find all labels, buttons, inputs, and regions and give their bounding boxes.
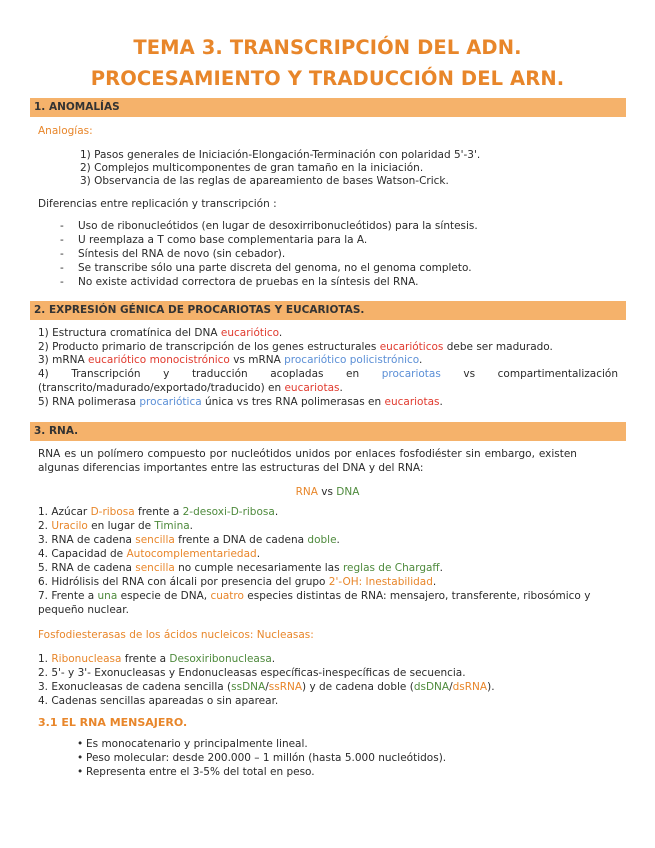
diff-3: [38, 533, 340, 547]
text: 1. Azúcar: [38, 506, 91, 518]
text: .: [274, 506, 279, 518]
diferencia-3: Síntesis del RNA de novo (sin cebador).: [78, 248, 286, 260]
dash-4: -: [60, 262, 64, 274]
text: (transcrito/madurado/exportado/traducido) en: [38, 382, 285, 394]
bullet-3: •: [77, 766, 84, 778]
rna-term: Ribonucleasa: [51, 653, 122, 665]
analogia-3: 3) Observancia de las reglas de apareamiento de bases Watson-Crick.: [80, 175, 449, 187]
diff-5: [38, 561, 443, 575]
text: .: [278, 327, 283, 339]
text: debe ser madurado.: [443, 341, 553, 353]
section-3-heading: 3. RNA.: [30, 422, 626, 441]
rna-term: Uracilo: [51, 520, 88, 532]
diferencia-2: U reemplaza a T como base complementaria para la A.: [78, 234, 368, 246]
dna-term: ssDNA: [231, 681, 266, 693]
text: .: [439, 396, 443, 408]
nuclease-3: [38, 680, 495, 694]
text: frente a DNA de cadena: [174, 534, 308, 546]
eucarioticos-term: eucarióticos: [379, 341, 444, 353]
text: 5) RNA polimerasa: [38, 396, 140, 408]
rna-term: dsRNA: [452, 681, 488, 693]
text: 3. Exonucleasas de cadena sencilla (: [38, 681, 232, 693]
text: 1) Estructura cromatínica del DNA: [38, 327, 221, 339]
text: 1.: [38, 653, 52, 665]
mrna-point-3: Representa entre el 3-5% del total en peso.: [86, 766, 315, 778]
word: acopladas: [270, 368, 324, 380]
diferencias-label: Diferencias entre replicación y transcripción :: [38, 198, 277, 210]
analogia-1: 1) Pasos generales de Iniciación-Elongación-Terminación con polaridad 5'-3'.: [80, 149, 481, 161]
diferencia-4: Se transcribe sólo una parte discreta del genoma, no el genoma completo.: [78, 262, 472, 274]
fosfodiesterasas-label: Fosfodiesterasas de los ácidos nucleicos: Nucleasas:: [38, 629, 314, 641]
nuclease-1: [38, 652, 275, 666]
text: especies distintas de RNA: mensajero, transferente, ribosómico y: [243, 590, 591, 602]
dash-5: -: [60, 276, 64, 288]
text: /: [449, 681, 453, 693]
dna-term: una: [97, 590, 118, 602]
nuclease-2: 2. 5'- y 3'- Exonucleasas y Endonucleasas específicas-inespecíficas de secuencia.: [38, 667, 466, 679]
text: ) y de cadena doble (: [302, 681, 414, 693]
procariotas-term: procariotas: [381, 368, 441, 380]
diff-6: [38, 575, 436, 589]
expresion-line-4b: [38, 381, 343, 395]
rna-intro-line-2: algunas diferencias importantes entre las estructuras del DNA y del RNA:: [38, 462, 424, 474]
expresion-line-2: [38, 340, 553, 354]
rna-term: ssRNA: [268, 681, 303, 693]
mrna-point-1: Es monocatenario y principalmente lineal.: [86, 738, 308, 750]
text: ).: [487, 681, 495, 693]
text: 3. RNA de cadena: [38, 534, 136, 546]
rna-intro-line-1: [38, 447, 620, 461]
diff-4: [38, 547, 260, 561]
procariotico-term: procariótico policistrónico: [284, 354, 420, 366]
text: 5. RNA de cadena: [38, 562, 136, 574]
word: en: [346, 368, 360, 380]
text: frente a: [134, 506, 183, 518]
analogias-label: Analogías:: [38, 125, 93, 137]
word: traducción: [191, 368, 248, 380]
dna-term: reglas de Chargaff: [342, 562, 440, 574]
expresion-line-5: [38, 395, 443, 409]
procariotica-term: procariótica: [139, 396, 202, 408]
mrna-point-2: Peso molecular: desde 200.000 – 1 millón (hasta 5.000 nucleótidos).: [86, 752, 447, 764]
text: frente a: [121, 653, 170, 665]
expresion-line-4a: [38, 367, 618, 381]
word: 4): [38, 368, 49, 380]
dna-term: DNA: [336, 486, 360, 498]
text: .: [256, 548, 261, 560]
rna-vs-dna: [0, 485, 655, 499]
rna-term: sencilla: [135, 562, 175, 574]
section-2-heading: 2. EXPRESIÓN GÉNICA DE PROCARIOTAS Y EUCARIOTAS.: [30, 301, 626, 320]
bullet-1: •: [77, 738, 84, 750]
text: no cumple necesariamente las: [174, 562, 343, 574]
diferencia-5: No existe actividad correctora de pruebas en la síntesis del RNA.: [78, 276, 419, 288]
rna-term: sencilla: [135, 534, 175, 546]
dna-term: Timina: [154, 520, 190, 532]
nuclease-4: 4. Cadenas sencillas apareadas o sin aparear.: [38, 695, 279, 707]
text: 3) mRNA: [38, 354, 89, 366]
text: 2) Producto primario de transcripción de los genes estructurales: [38, 341, 380, 353]
diff-2: [38, 519, 193, 533]
dash-3: -: [60, 248, 64, 260]
eucariotico-term: eucariótico: [220, 327, 279, 339]
word: vs: [463, 368, 476, 380]
text: vs: [317, 486, 337, 498]
analogia-2: 2) Complejos multicomponentes de gran tamaño en la iniciación.: [80, 162, 424, 174]
text: única vs tres RNA polimerasas en: [201, 396, 385, 408]
text: en lugar de: [87, 520, 155, 532]
text: /: [265, 681, 269, 693]
text: 4. Capacidad de: [38, 548, 127, 560]
rna-term: RNA: [295, 486, 318, 498]
word: compartimentalización: [497, 368, 618, 380]
dna-term: 2-desoxi-D-ribosa: [182, 506, 275, 518]
text: vs mRNA: [229, 354, 285, 366]
word: Transcripción: [71, 368, 141, 380]
diferencia-1: Uso de ribonucleótidos (en lugar de desoxirribonucleótidos) para la síntesis.: [78, 220, 478, 232]
text: RNA es un polímero compuesto por nucleótidos unidos por enlaces fosfodiéster sin embargo, existen: [38, 448, 577, 460]
page-title-line2: PROCESAMIENTO Y TRADUCCIÓN DEL ARN.: [90, 67, 565, 90]
text: .: [419, 354, 423, 366]
rna-term: 2'-OH: Inestabilidad: [328, 576, 433, 588]
page-title-line1: TEMA 3. TRANSCRIPCIÓN DEL ADN.: [133, 36, 522, 59]
eucariotas-term: eucariotas: [284, 382, 340, 394]
text: .: [189, 520, 194, 532]
dna-term: dsDNA: [413, 681, 450, 693]
bullet-2: •: [77, 752, 84, 764]
text: especie de DNA,: [117, 590, 211, 602]
text: .: [336, 534, 340, 546]
expresion-line-3: [38, 353, 422, 367]
text: .: [439, 562, 444, 574]
diff-1: [38, 505, 278, 519]
text: .: [432, 576, 437, 588]
expresion-line-1: [38, 326, 282, 340]
dash-2: -: [60, 234, 64, 246]
diff-7: [38, 589, 590, 603]
rna-term: D-ribosa: [90, 506, 135, 518]
section-1-heading: 1. ANOMALÍAS: [30, 98, 626, 117]
dash-1: -: [60, 220, 64, 232]
rna-term: cuatro: [210, 590, 244, 602]
eucariotas-term: eucariotas: [384, 396, 440, 408]
subsection-3-1-heading: 3.1 EL RNA MENSAJERO.: [38, 716, 188, 729]
text: 7. Frente a: [38, 590, 98, 602]
eucariotico-term: eucariótico monocistrónico: [88, 354, 230, 366]
rna-term: Autocomplementariedad: [126, 548, 257, 560]
diff-7-cont: pequeño nuclear.: [38, 604, 129, 616]
text: .: [271, 653, 276, 665]
dna-term: Desoxiribonucleasa: [169, 653, 272, 665]
text: .: [339, 382, 343, 394]
text: 6. Hidrólisis del RNA con álcali por presencia del grupo: [38, 576, 329, 588]
word: y: [163, 368, 170, 380]
dna-term: doble: [307, 534, 337, 546]
text: 2.: [38, 520, 52, 532]
